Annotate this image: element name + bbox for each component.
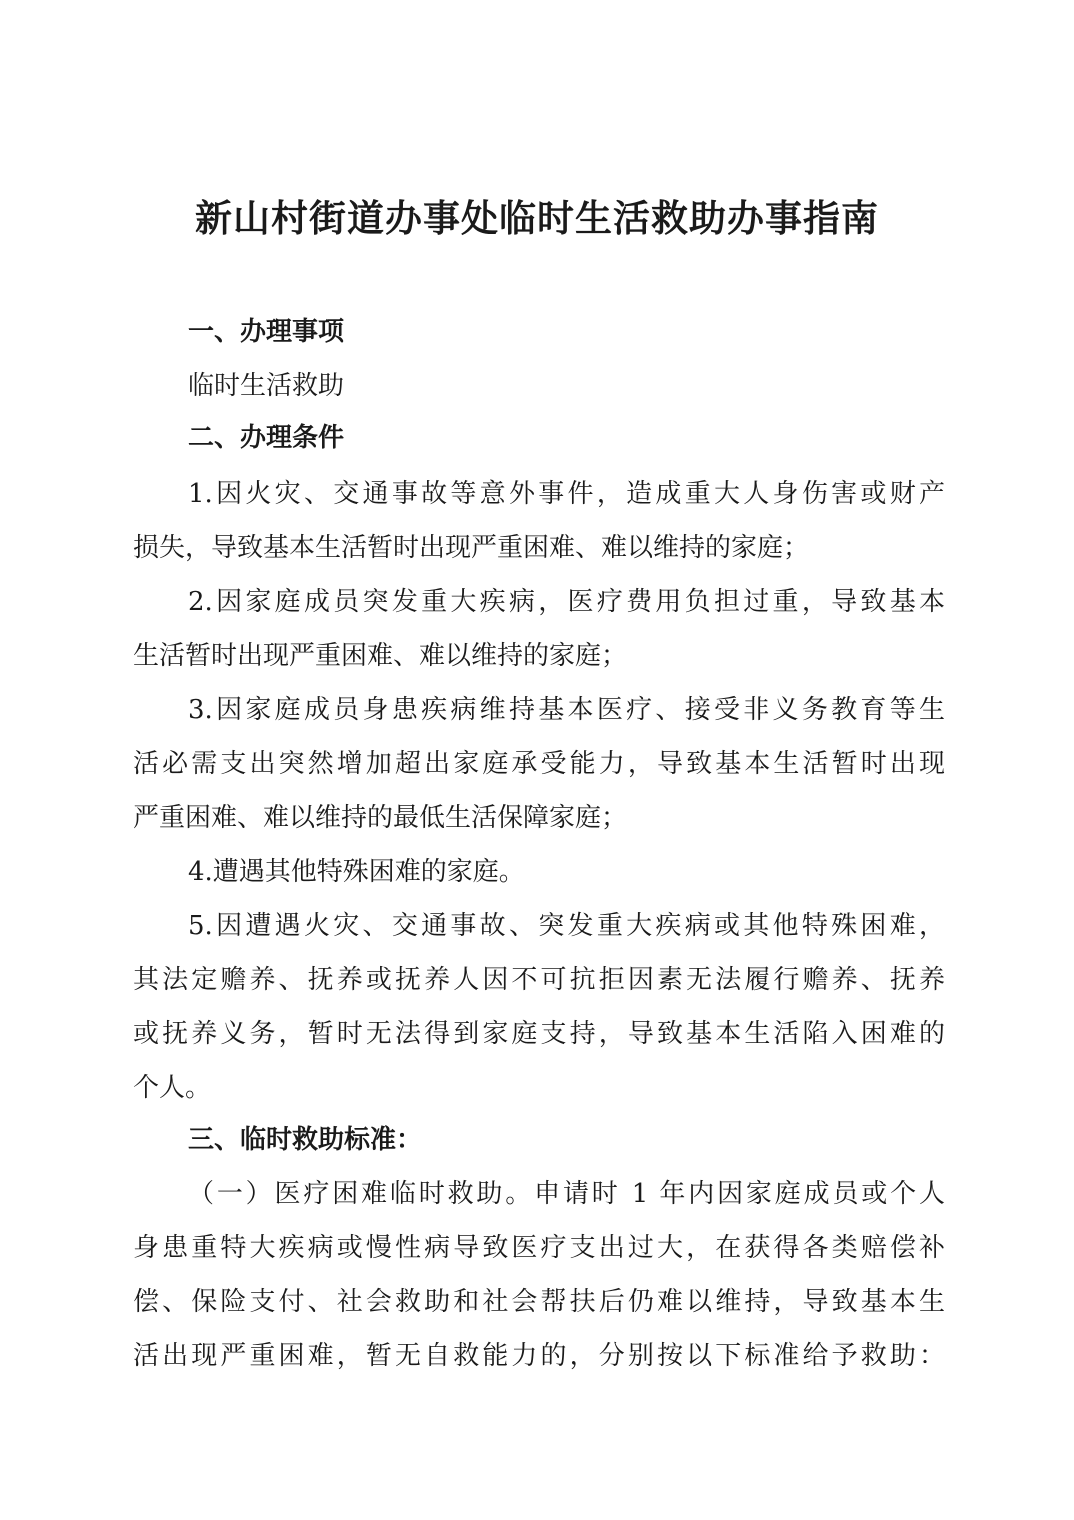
condition-3-line-2: 活必需支出突然增加超出家庭承受能力，导致基本生活暂时出现 bbox=[133, 749, 945, 779]
document-title: 新山村街道办事处临时生活救助办事指南 bbox=[195, 196, 879, 240]
condition-1-line-2: 损失，导致基本生活暂时出现严重困难、难以维持的家庭； bbox=[133, 533, 810, 563]
condition-5-line-1: 5.因遭遇火灾、交通事故、突发重大疾病或其他特殊困难， bbox=[188, 911, 945, 941]
condition-3-line-1: 3.因家庭成员身患疾病维持基本医疗、接受非义务教育等生 bbox=[188, 695, 945, 725]
standard-1-line-3: 偿、保险支付、社会救助和社会帮扶后仍难以维持，导致基本生 bbox=[133, 1287, 945, 1317]
condition-5-line-2: 其法定赡养、抚养或抚养人因不可抗拒因素无法履行赡养、抚养 bbox=[133, 965, 945, 995]
standard-1-line-1: （一）医疗困难临时救助。申请时 1 年内因家庭成员或个人 bbox=[188, 1179, 945, 1209]
section-3-heading: 三、临时救助标准： bbox=[188, 1125, 423, 1155]
condition-3-line-3: 严重困难、难以维持的最低生活保障家庭； bbox=[133, 803, 628, 833]
condition-4-line-1: 4.遭遇其他特殊困难的家庭。 bbox=[188, 857, 525, 887]
standard-1-line-2: 身患重特大疾病或慢性病导致医疗支出过大，在获得各类赔偿补 bbox=[133, 1233, 945, 1263]
condition-2-line-1: 2.因家庭成员突发重大疾病，医疗费用负担过重，导致基本 bbox=[188, 587, 945, 617]
section-2-heading: 二、办理条件 bbox=[188, 423, 345, 453]
condition-2-line-2: 生活暂时出现严重困难、难以维持的家庭； bbox=[133, 641, 628, 671]
condition-5-line-4: 个人。 bbox=[133, 1073, 212, 1103]
section-1-text: 临时生活救助 bbox=[188, 371, 345, 401]
section-1-heading: 一、办理事项 bbox=[188, 317, 345, 347]
condition-1-line-1: 1.因火灾、交通事故等意外事件，造成重大人身伤害或财产 bbox=[188, 479, 945, 509]
standard-1-line-4: 活出现严重困难，暂无自救能力的，分别按以下标准给予救助： bbox=[133, 1341, 945, 1371]
condition-5-line-3: 或抚养义务，暂时无法得到家庭支持，导致基本生活陷入困难的 bbox=[133, 1019, 945, 1049]
